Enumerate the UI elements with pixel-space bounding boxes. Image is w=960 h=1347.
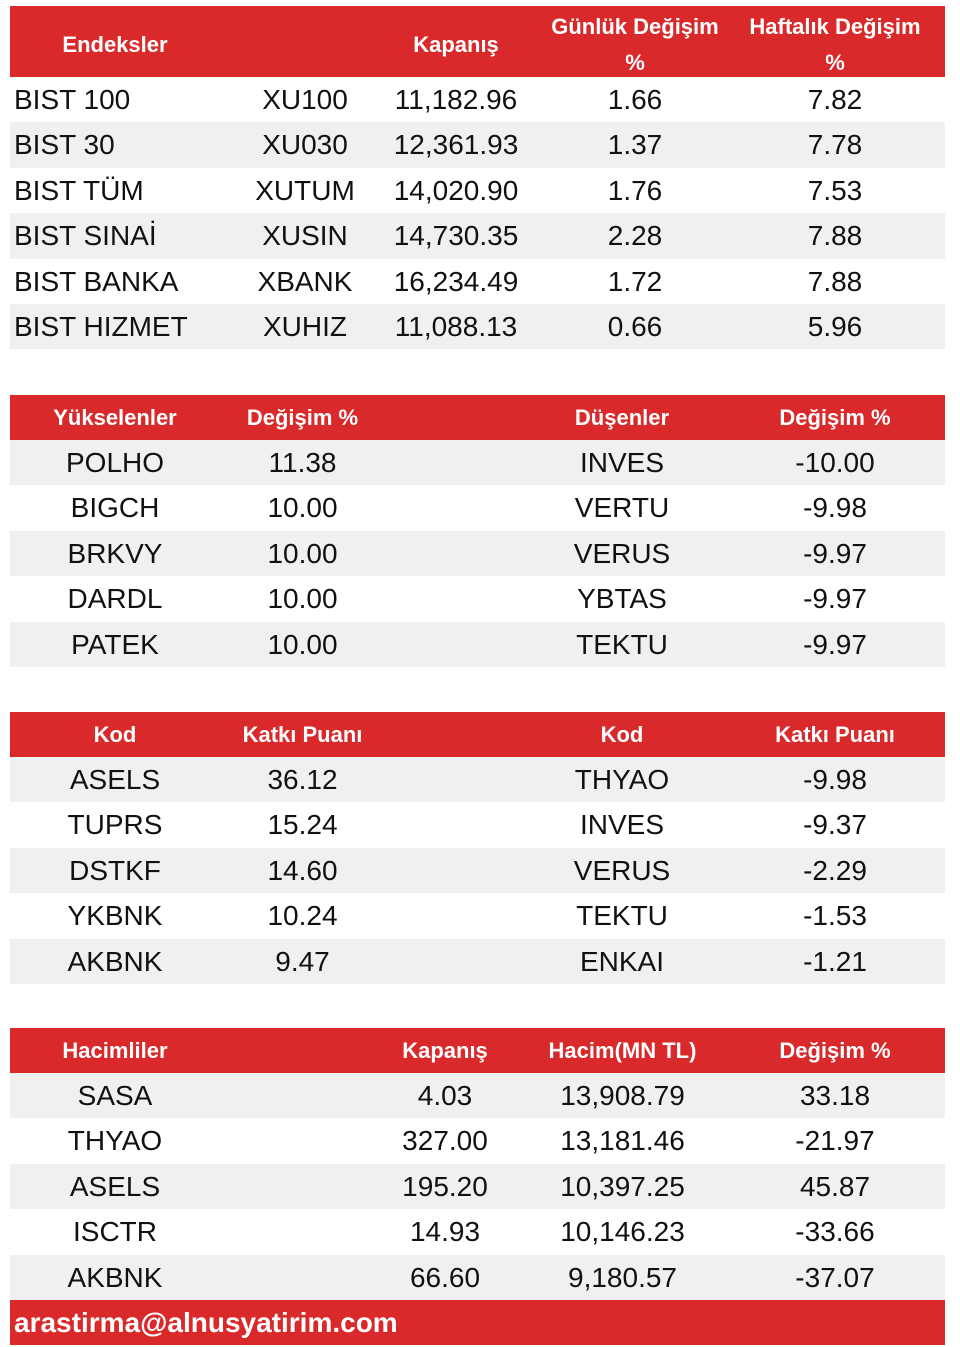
table-row [10, 848, 945, 893]
contribution-table [10, 712, 945, 984]
table-cell: 10.00 [267, 583, 338, 615]
table-cell: 5.96 [807, 310, 863, 342]
indices-table [10, 6, 945, 349]
table-cell: -2.29 [803, 854, 867, 886]
header-katki-right: Katkı Puanı [775, 722, 895, 747]
table-cell: 13,181.46 [560, 1125, 685, 1157]
table-cell: -1.53 [803, 900, 867, 932]
table-cell: YBTAS [577, 583, 667, 615]
table-cell: ASELS [69, 1170, 161, 1202]
table-cell: PATEK [71, 628, 159, 660]
table-cell: 195.20 [402, 1170, 488, 1202]
table-cell: AKBNK [67, 1261, 163, 1293]
table-cell: VERUS [573, 854, 671, 886]
table-cell: 11.38 [268, 447, 337, 478]
table-cell: ASELS [69, 764, 161, 795]
table-cell: -37.07 [795, 1261, 875, 1293]
table-cell: BIST SINAİ [14, 220, 157, 252]
header-gunluk-percent: % [625, 50, 645, 75]
table-cell: ISCTR [73, 1216, 157, 1248]
table-cell: BIST 100 [14, 84, 131, 115]
table-row [10, 1255, 945, 1300]
table-row [10, 77, 945, 122]
table-row [10, 122, 945, 167]
table-cell: 66.60 [409, 1261, 481, 1293]
table-cell: 11,088.13 [394, 310, 518, 342]
header-kod-left: Kod [93, 722, 137, 747]
table-cell: BIST 30 [14, 129, 115, 161]
table-row [10, 213, 945, 258]
table-cell: -9.97 [803, 583, 867, 615]
table-cell: YKBNK [67, 900, 163, 932]
table-cell: TUPRS [67, 809, 163, 841]
table-cell: -1.21 [803, 945, 867, 977]
indices-header [10, 6, 945, 77]
table-cell: 33.18 [799, 1080, 871, 1111]
table-cell: BIST BANKA [14, 265, 179, 297]
table-cell: -21.97 [795, 1125, 875, 1157]
table-cell: -9.98 [803, 492, 867, 524]
table-cell: XUSIN [262, 220, 348, 252]
table-cell: 10.00 [267, 628, 338, 660]
table-cell: INVES [579, 447, 665, 478]
table-row [10, 576, 945, 621]
header-haftalik-percent: % [825, 50, 845, 75]
table-cell: BRKVY [67, 537, 163, 569]
header-hacim: Hacim(MN TL) [548, 1038, 697, 1063]
table-cell: 7.78 [807, 129, 863, 161]
header-kod-right: Kod [600, 722, 644, 747]
table-cell: ENKAI [579, 945, 665, 977]
table-cell: DSTKF [69, 854, 161, 886]
table-cell: 13,908.79 [560, 1080, 685, 1111]
contribution-header [10, 712, 945, 757]
table-cell: 12,361.93 [393, 129, 519, 161]
header-hacimliler: Hacimliler [62, 1038, 168, 1063]
table-row [10, 757, 945, 802]
table-cell: 2.28 [607, 220, 663, 252]
table-cell: 14,730.35 [393, 220, 519, 252]
table-cell: 7.82 [807, 84, 863, 115]
table-cell: 7.53 [807, 174, 863, 206]
table-row [10, 485, 945, 530]
table-cell: 7.88 [807, 265, 863, 297]
table-cell: XUTUM [255, 174, 355, 206]
table-cell: 11,182.96 [394, 84, 518, 115]
header-gunluk-degisim: Günlük Değişim [551, 14, 719, 39]
table-cell: 16,234.49 [393, 265, 519, 297]
table-cell: 10.00 [267, 492, 338, 524]
table-cell: AKBNK [67, 945, 163, 977]
table-cell: 10.00 [267, 537, 338, 569]
table-cell: 9.47 [275, 945, 330, 977]
table-row [10, 168, 945, 213]
table-cell: -9.98 [803, 764, 867, 795]
table-cell: 14,020.90 [393, 174, 519, 206]
volume-table [10, 1028, 945, 1300]
table-cell: XUHIZ [263, 310, 347, 342]
footer-email[interactable]: arastirma@alnusyatirim.com [14, 1307, 398, 1338]
table-cell: 1.72 [607, 265, 663, 297]
table-row [10, 1118, 945, 1163]
table-cell: 4.03 [417, 1080, 473, 1111]
table-cell: 1.76 [607, 174, 663, 206]
table-cell: 7.88 [807, 220, 863, 252]
movers-table [10, 395, 945, 667]
table-row [10, 802, 945, 847]
table-row [10, 1164, 945, 1209]
table-row [10, 304, 945, 349]
header-degisim-down: Değişim % [779, 405, 891, 430]
table-cell: 10,397.25 [560, 1170, 685, 1202]
table-cell: TEKTU [576, 900, 668, 932]
header-degisim-up: Değişim % [246, 405, 359, 430]
table-cell: 45.87 [799, 1170, 871, 1202]
table-cell: 0.66 [607, 310, 663, 342]
table-cell: 9,180.57 [568, 1261, 677, 1293]
table-cell: 14.60 [267, 854, 338, 886]
table-cell: 1.37 [607, 129, 663, 161]
table-row [10, 939, 945, 984]
table-row [10, 1209, 945, 1254]
table-cell: DARDL [67, 583, 163, 615]
table-row [10, 259, 945, 304]
footer-bar [10, 1300, 945, 1345]
table-row [10, 893, 945, 938]
table-cell: THYAO [67, 1125, 163, 1157]
table-cell: INVES [579, 809, 665, 841]
table-cell: THYAO [574, 764, 670, 795]
table-cell: -10.00 [795, 447, 875, 478]
header-kapanis: Kapanış [402, 1038, 488, 1063]
table-cell: XU100 [262, 84, 348, 115]
table-cell: 10.24 [267, 900, 338, 932]
table-cell: -9.37 [803, 809, 867, 841]
header-katki-left: Katkı Puanı [242, 722, 363, 747]
table-cell: 15.24 [267, 809, 338, 841]
table-cell: BIST TÜM [14, 174, 144, 206]
table-cell: VERUS [573, 537, 671, 569]
movers-header [10, 395, 945, 440]
table-row [10, 440, 945, 485]
volume-header [10, 1028, 945, 1073]
table-cell: XBANK [257, 265, 353, 297]
header-endeksler: Endeksler [62, 32, 168, 57]
header-kapanis: Kapanış [413, 32, 499, 57]
table-cell: 10,146.23 [560, 1216, 685, 1248]
table-cell: -9.97 [803, 537, 867, 569]
table-cell: 36.12 [267, 764, 338, 795]
table-cell: XU030 [262, 129, 348, 161]
table-cell: POLHO [65, 447, 165, 478]
table-cell: -33.66 [795, 1216, 875, 1248]
header-dusenler: Düşenler [574, 405, 670, 430]
header-haftalik-degisim: Haftalık Değişim [749, 14, 921, 39]
table-row [10, 531, 945, 576]
table-row [10, 1073, 945, 1118]
table-cell: -9.97 [803, 628, 867, 660]
table-cell: BIST HIZMET [14, 310, 188, 342]
table-cell: 327.00 [402, 1125, 488, 1157]
header-yukselenler: Yükselenler [53, 405, 177, 430]
table-cell: SASA [77, 1080, 153, 1111]
table-cell: 1.66 [607, 84, 663, 115]
table-cell: VERTU [574, 492, 670, 524]
table-cell: BIGCH [70, 492, 160, 524]
header-degisim: Değişim % [779, 1038, 891, 1063]
table-row [10, 622, 945, 667]
table-cell: TEKTU [576, 628, 668, 660]
table-cell: 14.93 [409, 1216, 481, 1248]
